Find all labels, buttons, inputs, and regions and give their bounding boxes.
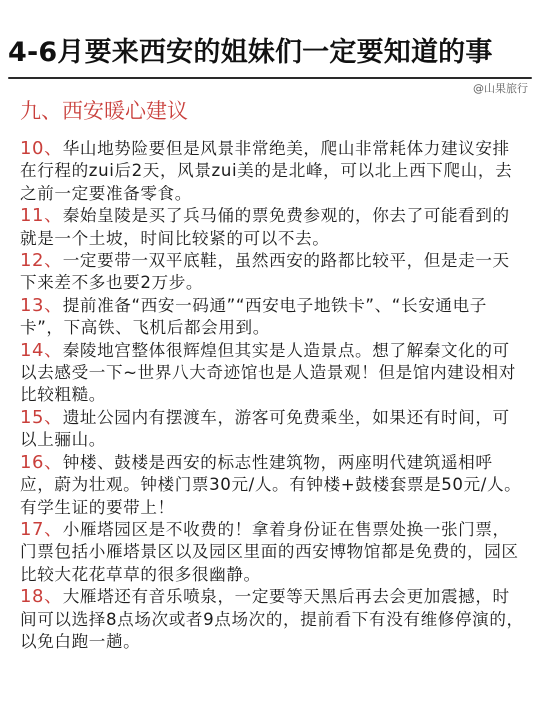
title-underline: [8, 77, 532, 79]
tip-text: 遗址公园内有摆渡车，游客可免费乘坐，如果还有时间，可以上骊山。: [20, 407, 510, 450]
tip-item: [20, 138, 524, 205]
tip-text: 大雁塔还有音乐喷泉，一定要等天黑后再去会更加震撼，时间可以选择8点场次或者9点场次的，提前看下有没有维修停演的，以免白跑一趟。: [20, 587, 524, 651]
tip-number: 16、: [20, 451, 63, 473]
tip-text: 钟楼、鼓楼是西安的标志性建筑物，两座明代建筑遥相呼应，蔚为壮观。钟楼门票30元/人。有钟楼+鼓楼套票是50元/人。有学生证的要带上！: [20, 452, 522, 517]
tip-text: 小雁塔园区是不收费的！拿着身份证在售票处换一张门票，门票包括小雁塔景区以及园区里面的西安博物馆都是免费的，园区比较大花花草草的很多很幽静。: [20, 519, 519, 584]
page-title: 4-6月要来西安的姐妹们一定要知道的事: [8, 37, 493, 68]
tip-number: 17、: [20, 518, 63, 540]
tip-item: [20, 407, 524, 452]
tip-number: 12、: [20, 250, 63, 272]
tip-text: 华山地势险要但是风景非常绝美，爬山非常耗体力建议安排在行程的zui后2天，风景zui美的是北峰，可以北上西下爬山，去之前一定要准备零食。: [20, 139, 513, 203]
tip-number: 11、: [20, 205, 63, 227]
tip-number: 18、: [20, 586, 63, 608]
tip-number: 15、: [20, 406, 63, 428]
watermark: @山果旅行: [473, 82, 528, 95]
tip-item: [20, 340, 524, 407]
tip-item: [20, 452, 524, 519]
tip-text: 一定要带一双平底鞋，虽然西安的路都比较平，但是走一天下来差不多也要2万步。: [20, 251, 510, 293]
tip-number: 14、: [20, 339, 63, 361]
tip-text: 提前准备“西安一码通”“西安电子地铁卡”、“长安通电子卡”，下高铁、飞机后都会用到。: [20, 295, 487, 338]
tip-item: [20, 519, 524, 586]
tip-text: 秦陵地宫整体很辉煌但其实是人造景点。想了解秦文化的可以去感受一下~世界八大奇迹馆也是人造景观！但是馆内建设相对比较粗糙。: [20, 340, 516, 405]
tip-item: [20, 250, 524, 295]
tip-text: 秦始皇陵是买了兵马俑的票免费参观的，你去了可能看到的就是一个土坡，时间比较紧的可以不去。: [20, 206, 510, 248]
tip-item: [20, 586, 524, 653]
tip-item: [20, 295, 524, 340]
tip-number: 13、: [20, 294, 63, 316]
tip-number: 10、: [20, 138, 63, 159]
section-heading: 九、西安暖心建议: [20, 99, 188, 123]
tip-item: [20, 205, 524, 250]
tips-list: [20, 138, 524, 653]
